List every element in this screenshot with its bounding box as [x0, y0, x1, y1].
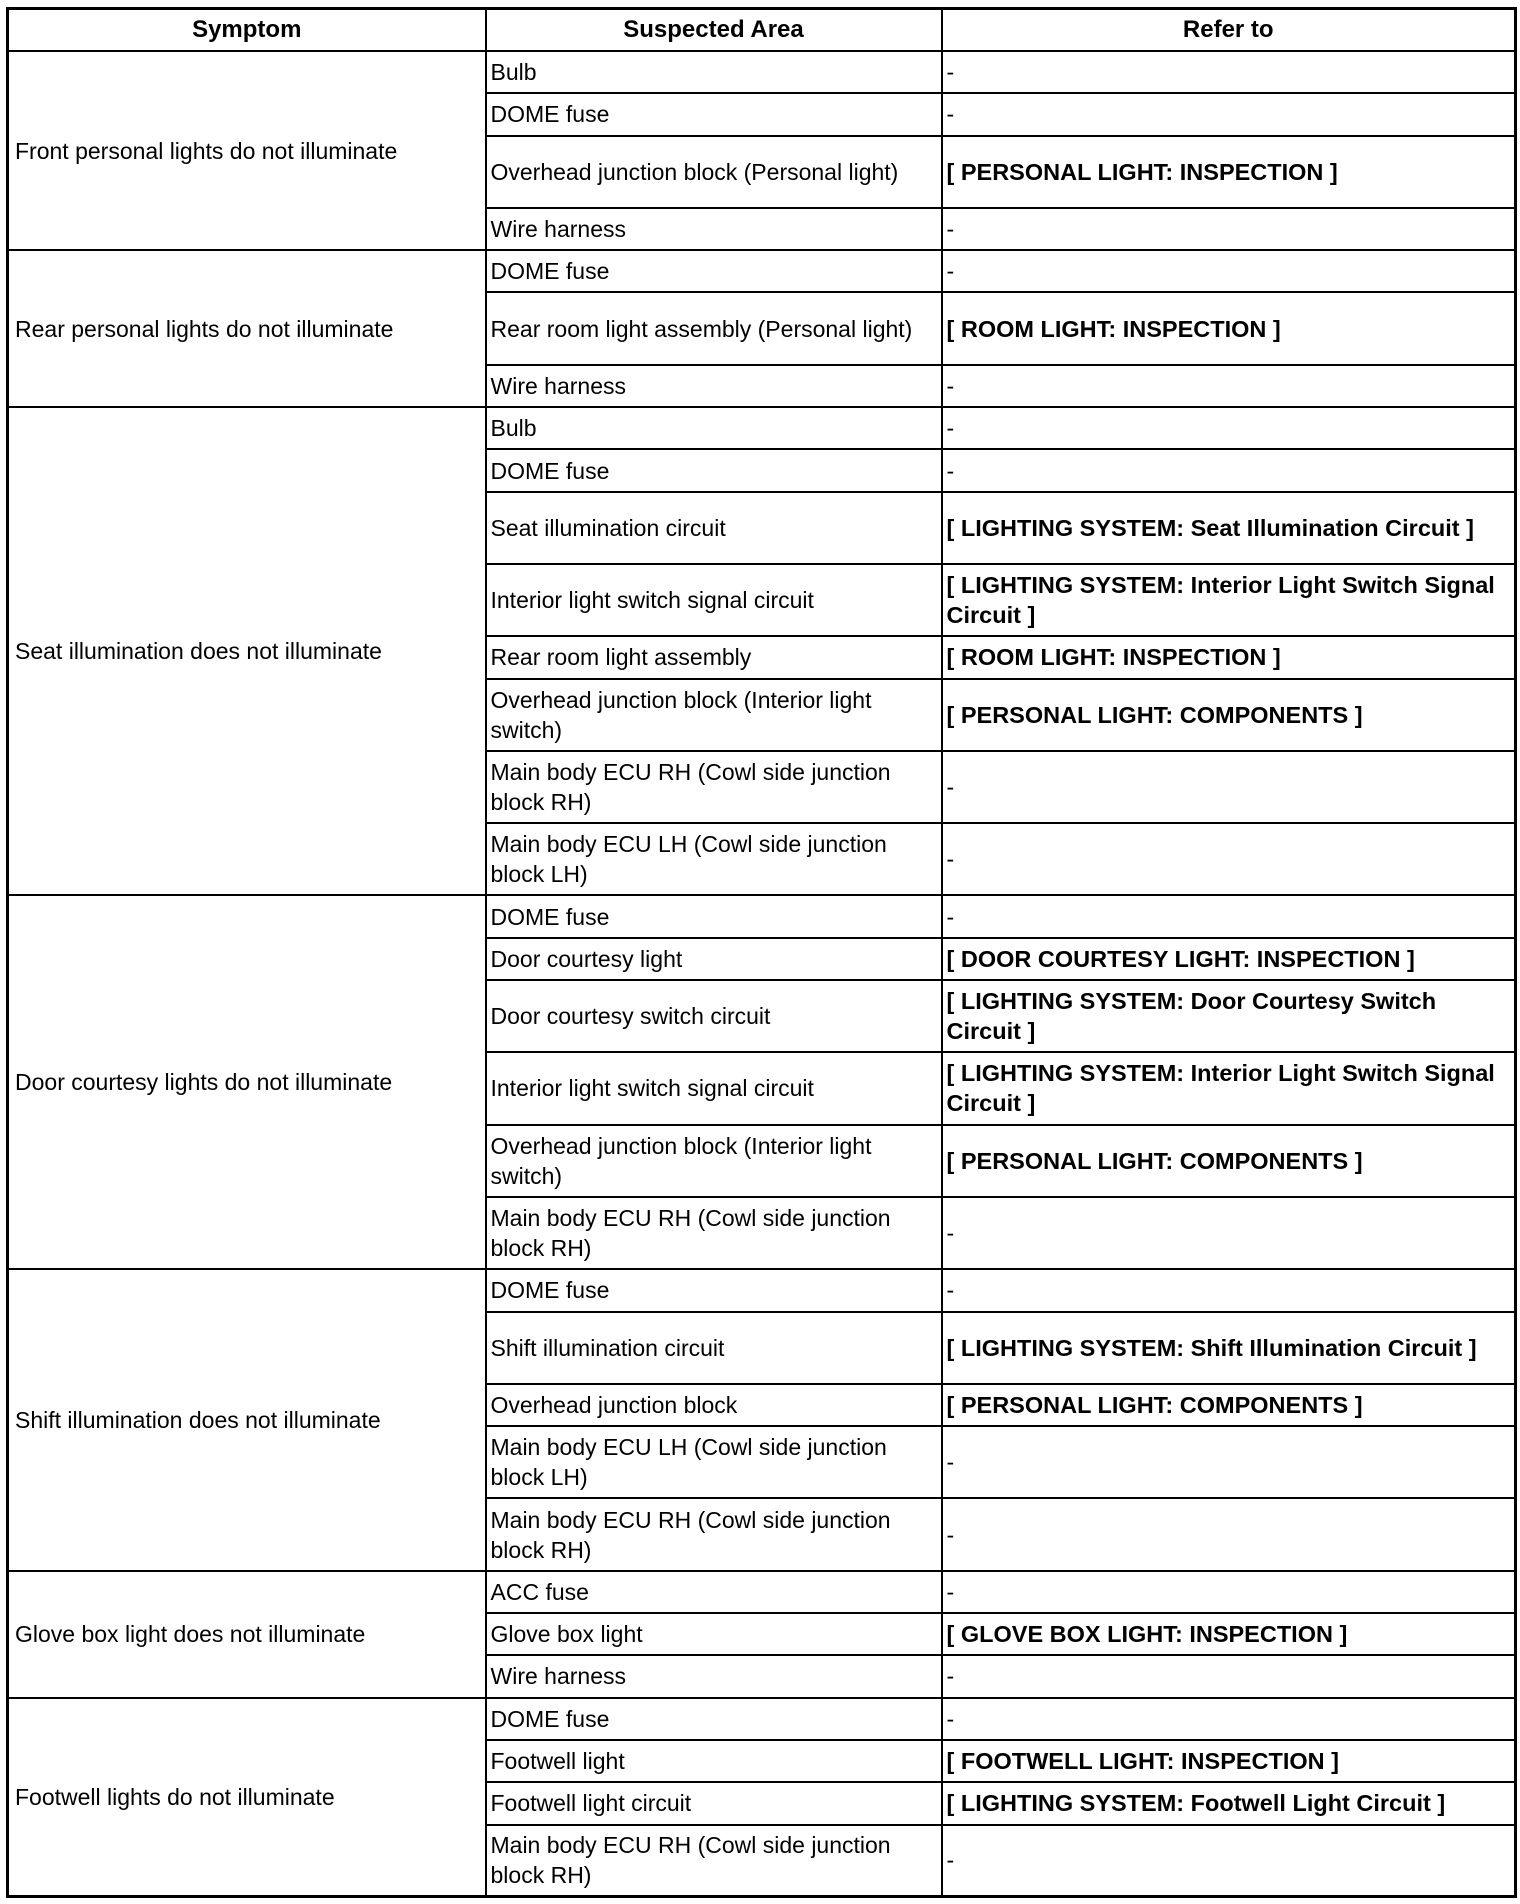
refer-to-cell: - [942, 823, 1516, 895]
table-row [8, 895, 1516, 937]
suspected-area-cell: Overhead junction block [486, 1384, 942, 1426]
refer-to-link[interactable]: [ LIGHTING SYSTEM: Footwell Light Circuit ] [942, 1782, 1516, 1824]
suspected-area-cell: Main body ECU RH (Cowl side junction block RH) [486, 1825, 942, 1897]
suspected-area-cell: Main body ECU RH (Cowl side junction block RH) [486, 751, 942, 823]
suspected-area-cell: Rear room light assembly (Personal light) [486, 292, 942, 364]
refer-to-link[interactable]: [ FOOTWELL LIGHT: INSPECTION ] [942, 1740, 1516, 1782]
refer-to-cell: - [942, 93, 1516, 135]
header-suspected-area: Suspected Area [486, 9, 942, 52]
refer-to-cell: - [942, 1269, 1516, 1311]
suspected-area-cell: Overhead junction block (Interior light switch) [486, 679, 942, 751]
refer-to-cell: - [942, 895, 1516, 937]
suspected-area-cell: DOME fuse [486, 93, 942, 135]
suspected-area-cell: DOME fuse [486, 1269, 942, 1311]
refer-to-cell: - [942, 1571, 1516, 1613]
refer-to-link[interactable]: [ PERSONAL LIGHT: COMPONENTS ] [942, 679, 1516, 751]
suspected-area-cell: Door courtesy light [486, 938, 942, 980]
refer-to-cell: - [942, 449, 1516, 491]
header-row [8, 9, 1516, 52]
refer-to-link[interactable]: [ GLOVE BOX LIGHT: INSPECTION ] [942, 1613, 1516, 1655]
symptom-cell: Shift illumination does not illuminate [8, 1269, 486, 1570]
symptom-cell: Front personal lights do not illuminate [8, 51, 486, 250]
refer-to-cell: - [942, 208, 1516, 250]
refer-to-cell: - [942, 751, 1516, 823]
refer-to-cell: - [942, 407, 1516, 449]
suspected-area-cell: Wire harness [486, 365, 942, 407]
refer-to-link[interactable]: [ LIGHTING SYSTEM: Interior Light Switch Signal Circuit ] [942, 1052, 1516, 1124]
refer-to-link[interactable]: [ PERSONAL LIGHT: INSPECTION ] [942, 136, 1516, 208]
table-row [8, 407, 1516, 449]
table-row [8, 1571, 1516, 1613]
suspected-area-cell: Interior light switch signal circuit [486, 1052, 942, 1124]
refer-to-link[interactable]: [ LIGHTING SYSTEM: Seat Illumination Circuit ] [942, 492, 1516, 564]
suspected-area-cell: Seat illumination circuit [486, 492, 942, 564]
refer-to-cell: - [942, 1698, 1516, 1740]
suspected-area-cell: Main body ECU LH (Cowl side junction block LH) [486, 823, 942, 895]
refer-to-cell: - [942, 1498, 1516, 1570]
refer-to-link[interactable]: [ LIGHTING SYSTEM: Door Courtesy Switch Circuit ] [942, 980, 1516, 1052]
suspected-area-cell: Overhead junction block (Personal light) [486, 136, 942, 208]
table-row [8, 1269, 1516, 1311]
refer-to-link[interactable]: [ LIGHTING SYSTEM: Shift Illumination Circuit ] [942, 1312, 1516, 1384]
refer-to-link[interactable]: [ PERSONAL LIGHT: COMPONENTS ] [942, 1125, 1516, 1197]
refer-to-cell: - [942, 1655, 1516, 1697]
symptom-cell: Glove box light does not illuminate [8, 1571, 486, 1698]
refer-to-link[interactable]: [ LIGHTING SYSTEM: Interior Light Switch Signal Circuit ] [942, 564, 1516, 636]
refer-to-cell: - [942, 250, 1516, 292]
refer-to-cell: - [942, 1825, 1516, 1897]
refer-to-cell: - [942, 1426, 1516, 1498]
troubleshooting-table [6, 7, 1517, 1898]
refer-to-cell: - [942, 1197, 1516, 1269]
header-symptom: Symptom [8, 9, 486, 52]
suspected-area-cell: Bulb [486, 407, 942, 449]
symptom-cell: Footwell lights do not illuminate [8, 1698, 486, 1897]
suspected-area-cell: ACC fuse [486, 1571, 942, 1613]
suspected-area-cell: Main body ECU RH (Cowl side junction block RH) [486, 1197, 942, 1269]
symptom-cell: Door courtesy lights do not illuminate [8, 895, 486, 1269]
suspected-area-cell: Wire harness [486, 1655, 942, 1697]
refer-to-link[interactable]: [ DOOR COURTESY LIGHT: INSPECTION ] [942, 938, 1516, 980]
suspected-area-cell: Footwell light [486, 1740, 942, 1782]
suspected-area-cell: Main body ECU RH (Cowl side junction block RH) [486, 1498, 942, 1570]
refer-to-link[interactable]: [ ROOM LIGHT: INSPECTION ] [942, 292, 1516, 364]
table-row [8, 1698, 1516, 1740]
suspected-area-cell: DOME fuse [486, 895, 942, 937]
suspected-area-cell: Bulb [486, 51, 942, 93]
refer-to-link[interactable]: [ PERSONAL LIGHT: COMPONENTS ] [942, 1384, 1516, 1426]
suspected-area-cell: Glove box light [486, 1613, 942, 1655]
header-refer-to: Refer to [942, 9, 1516, 52]
suspected-area-cell: Footwell light circuit [486, 1782, 942, 1824]
suspected-area-cell: DOME fuse [486, 1698, 942, 1740]
suspected-area-cell: Overhead junction block (Interior light switch) [486, 1125, 942, 1197]
suspected-area-cell: DOME fuse [486, 250, 942, 292]
refer-to-link[interactable]: [ ROOM LIGHT: INSPECTION ] [942, 636, 1516, 678]
suspected-area-cell: Door courtesy switch circuit [486, 980, 942, 1052]
symptom-cell: Seat illumination does not illuminate [8, 407, 486, 895]
suspected-area-cell: DOME fuse [486, 449, 942, 491]
suspected-area-cell: Shift illumination circuit [486, 1312, 942, 1384]
suspected-area-cell: Main body ECU LH (Cowl side junction block LH) [486, 1426, 942, 1498]
table-row [8, 51, 1516, 93]
suspected-area-cell: Wire harness [486, 208, 942, 250]
table-row [8, 250, 1516, 292]
table-header [8, 9, 1516, 52]
suspected-area-cell: Rear room light assembly [486, 636, 942, 678]
refer-to-cell: - [942, 51, 1516, 93]
refer-to-cell: - [942, 365, 1516, 407]
table-body [8, 51, 1516, 1897]
symptom-cell: Rear personal lights do not illuminate [8, 250, 486, 407]
suspected-area-cell: Interior light switch signal circuit [486, 564, 942, 636]
